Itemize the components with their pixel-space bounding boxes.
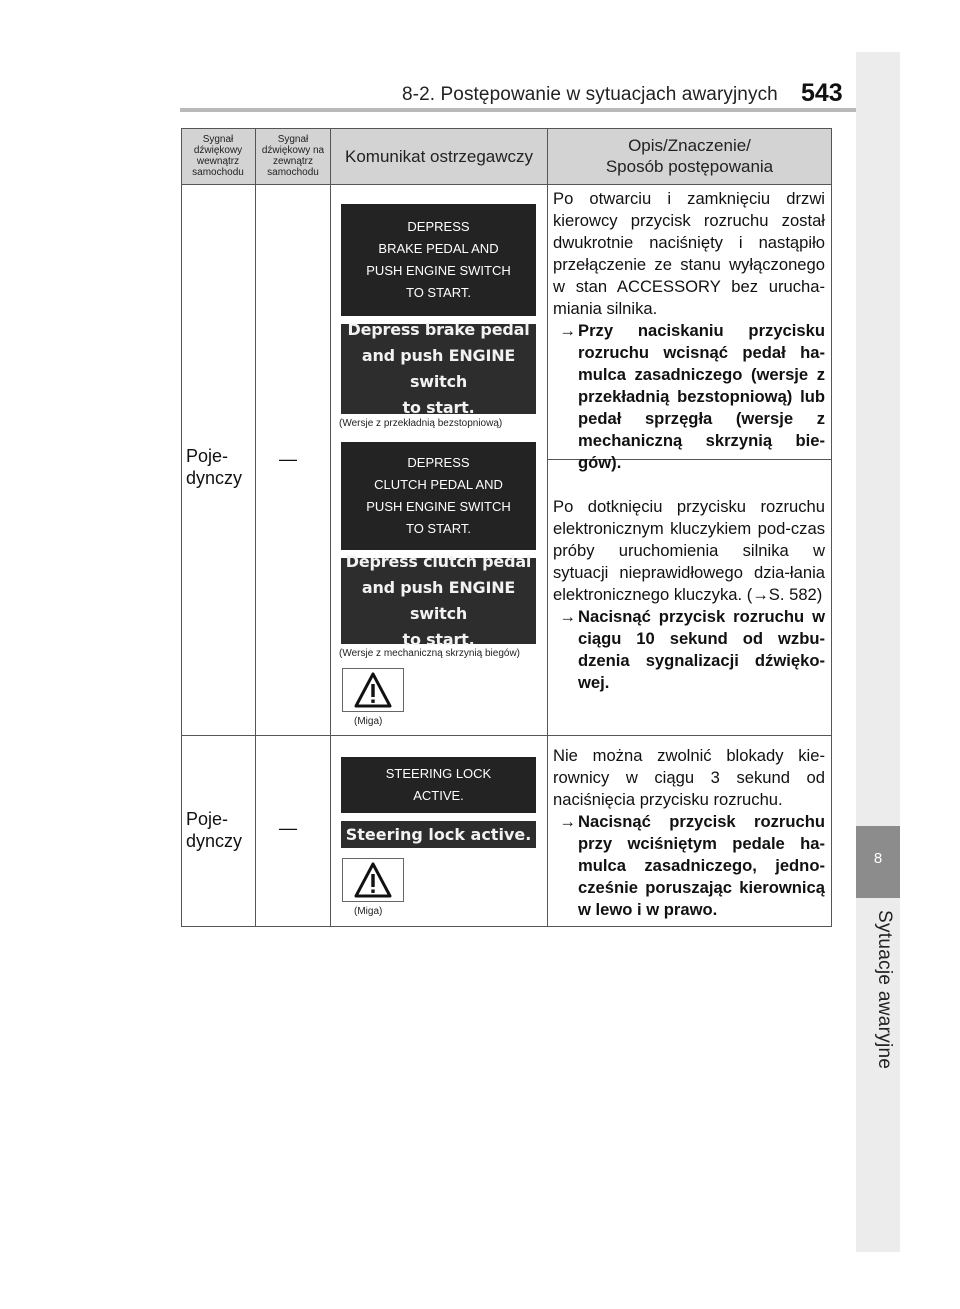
warning-triangle-icon bbox=[342, 668, 404, 712]
section-title: 8-2. Postępowanie w sytuacjach awaryjnych bbox=[402, 84, 778, 105]
header-divider bbox=[180, 108, 856, 112]
col-header-outside-sound: Sygnał dźwiękowy na zewnątrz samochodu bbox=[261, 134, 325, 178]
table-border-left bbox=[181, 128, 182, 927]
row1-action1-text: Przy naciskaniu przycisku rozruchu wcisnąć pedał ha-mulca zasadniczego (wersje z przekładnią bezstopniową) lub pedał sprzęgła (wersje z mechaniczną skrzynią bie-gów). bbox=[578, 321, 825, 472]
message-clutch-text: DEPRESS CLUTCH PEDAL AND PUSH ENGINE SWITCH TO START. bbox=[341, 442, 536, 550]
row1-action2 bbox=[553, 606, 825, 694]
row2-inside-sound: Poje- dynczy bbox=[186, 809, 243, 851]
message-steering-graphic: Steering lock active. bbox=[341, 821, 536, 848]
row2-action bbox=[553, 811, 825, 921]
row1-desc1-text: Po otwarciu i zamknięciu drzwi kierowcy przycisk rozruchu został dwukrotnie naciśnięty i nastąpiło przełączenie ze stanu wyłączonego w stan ACCESSORY bez urucha-miania silnika. bbox=[553, 189, 825, 318]
col-divider-2 bbox=[330, 128, 331, 927]
row1-inside-sound: Poje- dynczy bbox=[186, 446, 243, 488]
row2-outside-sound: — bbox=[279, 818, 297, 838]
caption-cvt-version: (Wersje z przekładnią bezstopniową) bbox=[339, 418, 503, 429]
table-row-divider bbox=[181, 735, 832, 736]
row1-action1 bbox=[553, 320, 825, 474]
message-steering-text: STEERING LOCK ACTIVE. bbox=[341, 757, 536, 813]
arrow-icon: → bbox=[559, 321, 576, 340]
caption-manual-version: (Wersje z mechaniczną skrzynią biegów) bbox=[339, 648, 520, 659]
col-divider-1 bbox=[255, 128, 256, 927]
table-border-bottom bbox=[181, 926, 832, 927]
arrow-icon: → bbox=[559, 607, 576, 626]
col-header-warning-message: Komunikat ostrzegawczy bbox=[344, 146, 534, 166]
col-divider-3 bbox=[547, 128, 548, 927]
row2-description bbox=[553, 745, 825, 921]
caption-blinking: (Miga) bbox=[354, 906, 383, 917]
warning-triangle-icon bbox=[342, 858, 404, 902]
row1-desc2-text: Po dotknięciu przycisku rozruchu elektronicznym kluczykiem pod-czas próby uruchomienia silnika w sytuacji nieprawidłowego dzia-łania elektronicznego kluczyka. (→S. 582) bbox=[553, 497, 825, 604]
caption-blinking: (Miga) bbox=[354, 716, 383, 727]
arrow-icon: → bbox=[559, 812, 576, 831]
row1-description-a bbox=[553, 188, 825, 474]
message-clutch-graphic: Depress clutch pedal and push ENGINE switch to start. bbox=[341, 558, 536, 644]
row1-action2-text: Nacisnąć przycisk rozruchu w ciągu 10 sekund od wzbu-dzenia sygnalizacji dźwięko-wej. bbox=[578, 607, 825, 692]
row2-action-text: Nacisnąć przycisk rozruchu przy wciśniętym pedale ha-mulca zasadniczego, jedno-cześnie poruszając kierownicą w lewo i w prawo. bbox=[578, 812, 825, 919]
warning-messages-table bbox=[181, 128, 832, 927]
message-brake-graphic: Depress brake pedal and push ENGINE switch to start. bbox=[341, 324, 536, 414]
side-strip bbox=[856, 52, 900, 1252]
col-header-description: Opis/Znaczenie/ Sposób postępowania bbox=[605, 136, 774, 176]
row1-outside-sound: — bbox=[279, 449, 297, 469]
chapter-label: Sytuacje awaryjne bbox=[874, 910, 895, 1070]
chapter-number: 8 bbox=[873, 850, 883, 867]
message-brake-text: DEPRESS BRAKE PEDAL AND PUSH ENGINE SWITCH TO START. bbox=[341, 204, 536, 316]
row1-description-b bbox=[553, 496, 825, 694]
page-number: 543 bbox=[801, 79, 843, 107]
row2-desc-text: Nie można zwolnić blokady kie-rownicy w ciągu 3 sekund od naciśnięcia przycisku rozruchu. bbox=[553, 746, 825, 809]
table-border-right bbox=[831, 128, 832, 927]
table-header-divider bbox=[181, 184, 832, 185]
col-header-inside-sound: Sygnał dźwiękowy wewnątrz samochodu bbox=[192, 134, 244, 178]
